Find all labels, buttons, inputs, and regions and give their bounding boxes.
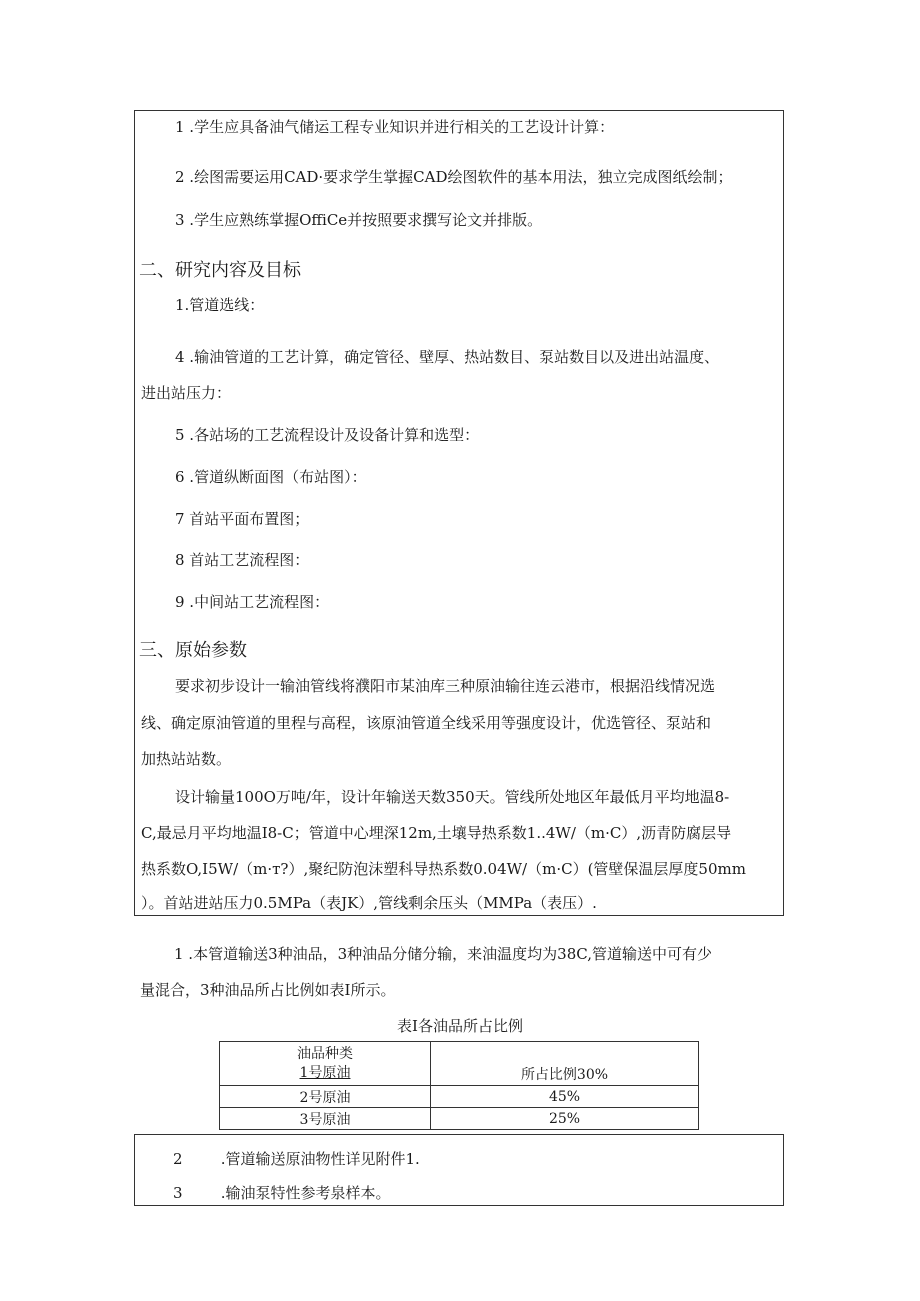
paragraph-2-line-2: C,最忌月平均地温I8-C；管道中心埋深12m,土壤导热系数1..4W/（m·C）,沥青防腐层导 (141, 824, 732, 842)
oil-item-1-line-1: 1 .本管道输送3种油品，3种油品分储分输，来油温度均为38C,管道输送中可有少 (174, 945, 712, 963)
paragraph-1-line-2: 线、确定原油管道的里程与高程，该原油管道全线采用等强度设计，优选管径、泵站和 (141, 714, 712, 732)
header-cell-ratio: 所占比例30% (431, 1042, 699, 1086)
section-title-research: 二、研究内容及目标 (139, 260, 301, 281)
table-caption: 表I各油品所占比例 (397, 1017, 523, 1035)
header-oil-type-label: 油品种类 (297, 1045, 353, 1062)
content-item-4: 4 .输油管道的工艺计算，确定管径、壁厚、热站数目、泵站数目以及进出站温度、 (175, 348, 720, 366)
paragraph-2-line-1: 设计输量100O万吨/年，设计年输送天数350天。管线所处地区年最低月平均地温8- (175, 788, 730, 806)
content-item-5: 5 .各站场的工艺流程设计及设备计算和选型： (175, 426, 480, 444)
section-title-parameters: 三、原始参数 (139, 640, 247, 661)
oil-3-name: 3号原油 (220, 1108, 431, 1130)
content-item-6: 6 .管道纵断面图（布站图）： (175, 468, 367, 486)
oil-item-1-line-2: 量混合，3种油品所占比例如表I所示。 (140, 981, 396, 999)
document-box-requirements (134, 110, 784, 916)
document-box-attachments (134, 1134, 784, 1206)
requirement-item-3: 3 .学生应熟练掌握OffiCe并按照要求撰写论文并排版。 (175, 211, 543, 229)
content-item-1: 1.管道选线： (175, 296, 265, 314)
oil-ratio-table (219, 1041, 699, 1130)
table-row (220, 1086, 699, 1108)
content-item-8: 8 首站工艺流程图： (175, 551, 310, 569)
oil-2-ratio: 45% (431, 1086, 699, 1108)
paragraph-2-line-3: 热系数O,I5W/（m·т?）,聚纪防泡沫塑科导热系数0.04W/（m·C）(管壁保温层厚度50mm (141, 860, 746, 878)
oil-1-name: 1号原油 (299, 1064, 351, 1081)
paragraph-1-line-1: 要求初步设计一输油管线将濮阳市某油库三种原油输往连云港市，根据沿线情况选 (175, 677, 716, 695)
oil-3-ratio: 25% (431, 1108, 699, 1130)
content-item-9: 9 .中间站工艺流程图： (175, 593, 330, 611)
attachment-item-3: 3 .输油泵特性参考泉样本。 (173, 1184, 391, 1202)
table-row (220, 1108, 699, 1130)
paragraph-2-line-4: ）。首站进站压力0.5MPa（表JK）,管线剩余压头（MMPa（表压）. (141, 894, 597, 912)
paragraph-1-line-3: 加热站站数。 (141, 750, 232, 768)
content-item-7: 7 首站平面布置图； (175, 510, 310, 528)
requirement-item-2: 2 .绘图需要运用CAD·要求学生掌握CAD绘图软件的基本用法，独立完成图纸绘制； (175, 168, 733, 186)
content-item-4-continued: 进出站压力： (141, 384, 232, 402)
header-cell-oil-type (220, 1042, 431, 1086)
attachment-item-2: 2 .管道输送原油物性详见附件1. (173, 1150, 420, 1168)
oil-2-name: 2号原油 (220, 1086, 431, 1108)
requirement-item-1: 1 .学生应具备油气储运工程专业知识并进行相关的工艺设计计算： (175, 118, 615, 136)
table-header-row (220, 1042, 699, 1086)
